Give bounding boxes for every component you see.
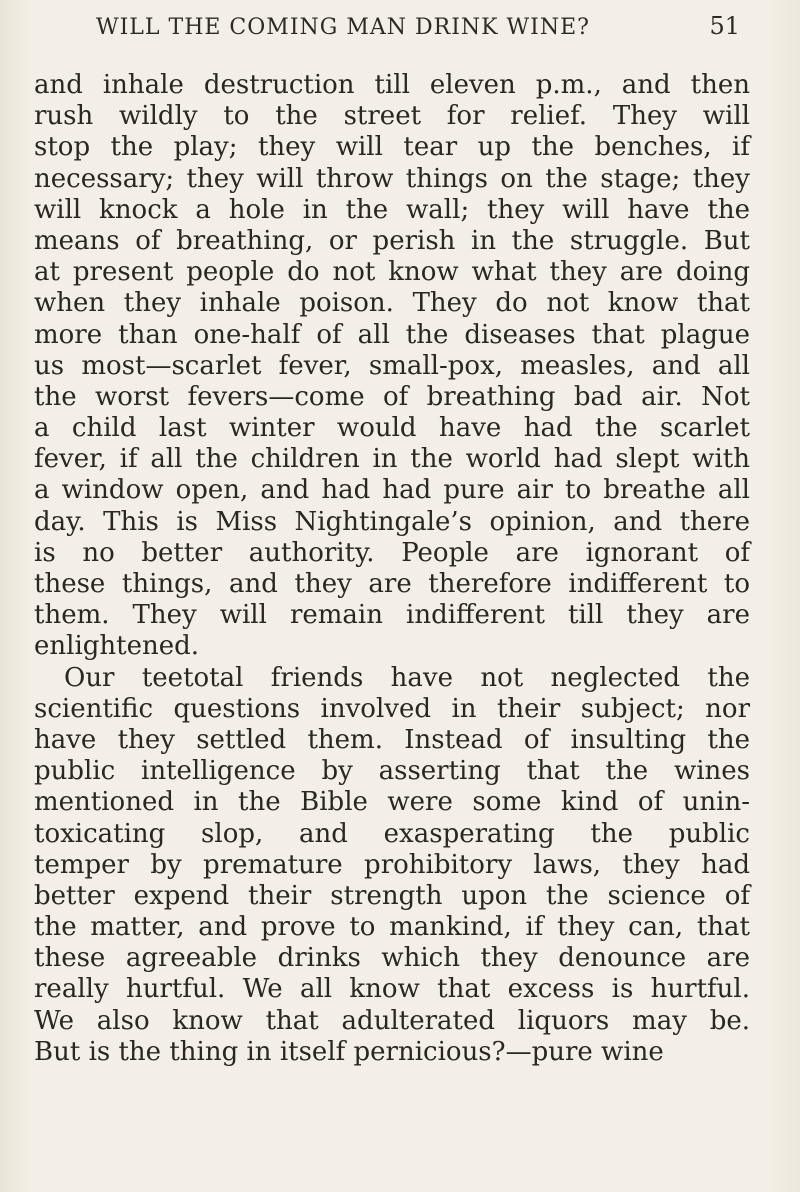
text-line: the worst fevers—come of breathing bad air. Not	[34, 381, 750, 412]
text-line: stop the play; they will tear up the benches, if	[34, 132, 750, 163]
running-head-title: WILL THE COMING MAN DRINK WINE?	[96, 15, 590, 40]
text-line: toxicating slop, and exasperating the public	[34, 818, 750, 849]
text-line: means of breathing, or perish in the struggle. But	[34, 225, 750, 256]
text-line: But is the thing in itself pernicious?—pure wine	[34, 1036, 664, 1067]
text-line: a window open, and had had pure air to breathe all	[34, 475, 750, 506]
text-line: us most—scarlet fever, small-pox, measles, and all	[34, 350, 750, 381]
text-line: really hurtful. We all know that excess is hurtful.	[34, 974, 750, 1005]
page-number: 51	[709, 12, 740, 40]
text-line: a child last winter would have had the scarlet	[34, 413, 750, 444]
text-line: them. They will remain indifferent till they are	[34, 600, 750, 631]
text-line: We also know that adulterated liquors may be.	[34, 1005, 750, 1036]
text-line: will knock a hole in the wall; they will have the	[34, 194, 750, 225]
text-line: temper by premature prohibitory laws, they had	[34, 849, 750, 880]
text-line: and inhale destruction till eleven p.m., and then	[34, 70, 750, 100]
text-line: rush wildly to the street for relief. They will	[34, 101, 750, 132]
text-line: necessary; they will throw things on the stage; they	[34, 163, 750, 194]
body-text	[34, 70, 750, 1068]
text-line: more than one-half of all the diseases that plague	[34, 319, 750, 350]
text-line: have they settled them. Instead of insulting the	[34, 724, 750, 755]
text-line: these agreeable drinks which they denounce are	[34, 943, 750, 974]
text-line: fever, if all the children in the world had slept with	[34, 444, 750, 475]
text-line: mentioned in the Bible were some kind of unin-	[34, 787, 750, 818]
text-line: at present people do not know what they are doing	[34, 257, 750, 288]
running-head	[96, 12, 740, 46]
text-line: these things, and they are therefore indifferent to	[34, 569, 750, 599]
text-line: better expend their strength upon the science of	[34, 880, 750, 911]
text-line: the matter, and prove to mankind, if they can, that	[34, 912, 750, 943]
text-line: day. This is Miss Nightingale’s opinion, and there	[34, 506, 750, 537]
text-line: is no better authority. People are ignorant of	[34, 537, 750, 568]
text-line: public intelligence by asserting that the wines	[34, 756, 750, 787]
text-line: scientific questions involved in their subject; nor	[34, 693, 750, 724]
text-line: when they inhale poison. They do not know that	[34, 288, 750, 319]
text-line: Our teetotal friends have not neglected the	[64, 662, 750, 693]
text-line: enlightened.	[34, 631, 200, 662]
